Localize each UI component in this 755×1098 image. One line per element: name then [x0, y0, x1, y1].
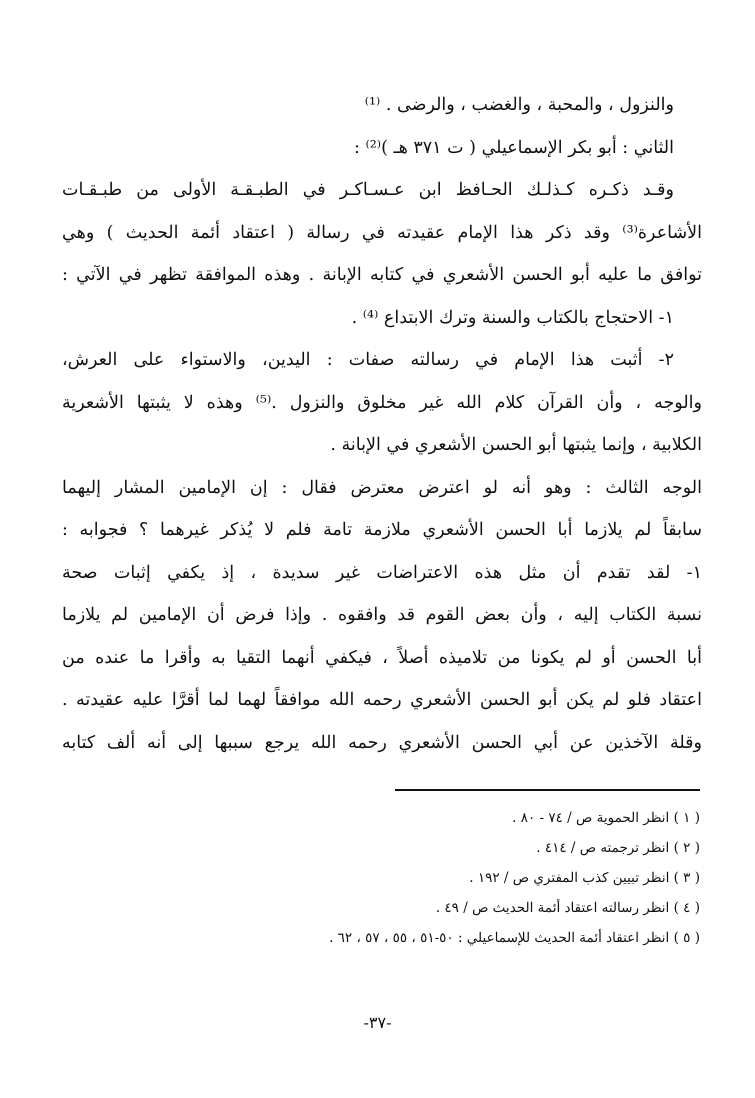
- text-line-15: اعتقاد فلو لم يكن أبو الحسن الأشعري رحمه الله موافقاً لهما لما أقرَّا عليه عقيدته .: [62, 690, 702, 710]
- footnotes: [150, 803, 700, 953]
- footnote-separator: [395, 789, 700, 791]
- text-line-6: ١- الاحتجاج بالكتاب والسنة وترك الابتداع ⁽⁴⁾ .: [351, 307, 674, 328]
- text-line-16: وقلة الآخذين عن أبي الحسن الأشعري رحمه الله يرجع سببها إلى أنه ألف كتابه: [62, 732, 702, 753]
- footnote-2: ( ٢ ) انظر ترجمته ص / ٤١٤ .: [536, 840, 700, 856]
- text-line-1: والنزول ، والمحبة ، والغضب ، والرضى . ⁽¹⁾: [364, 95, 674, 115]
- text-line-11: سابقاً لم يلازما أبا الحسن الأشعري ملازمة تامة فلم لا يُذكر غيرهما ؟ فجوابه :: [62, 520, 702, 540]
- text-line-4: الأشاعرة⁽³⁾ وقد ذكر هذا الإمام عقيدته في رسالة ( اعتقاد أئمة الحديث ) وهي: [62, 222, 702, 243]
- footnote-4: ( ٤ ) انظر رسالته اعتقاد أئمة الحديث ص / ٤٩ .: [435, 900, 700, 916]
- footnote-5: ( ٥ ) انظر اعتقاد أئمة الحديث للإسماعيلي : ٥٠-٥١ ، ٥٥ ، ٥٧ ، ٦٢ .: [329, 930, 700, 946]
- text-line-5: توافق ما عليه أبو الحسن الأشعري في كتابه الإبانة . وهذه الموافقة تظهر في الآتي :: [62, 265, 702, 285]
- footnote-1: ( ١ ) انظر الحموية ص / ٧٤ - ٨٠ .: [512, 810, 700, 826]
- text-line-10: الوجه الثالث : وهو أنه لو اعترض معترض فقال : إن الإمامين المشار إليهما: [62, 477, 702, 498]
- text-line-7: ٢- أثبت هذا الإمام في رسالته صفات : اليدين، والاستواء على العرش،: [62, 350, 674, 370]
- text-line-2: الثاني : أبو بكر الإسماعيلي ( ت ٣٧١ هـ )⁽²⁾ :: [353, 137, 674, 158]
- text-line-13: نسبة الكتاب إليه ، وأن بعض القوم قد وافقوه . وإذا فرض أن الإمامين لم يلازما: [62, 605, 702, 625]
- page-number: -٣٧-: [363, 1013, 392, 1032]
- text-line-12: ١- لقد تقدم أن مثل هذه الاعتراضات غير سديدة ، إذ يكفي إثبات صحة: [62, 562, 702, 583]
- text-line-14: أبا الحسن أو لم يكونا من تلاميذه أصلاً ، فيكفي أنهما التقيا به وأقرا ما عنده من: [62, 647, 702, 668]
- main-text: [62, 84, 702, 764]
- footnote-3: ( ٣ ) انظر تبيين كذب المفتري ص / ١٩٢ .: [469, 870, 700, 886]
- text-line-9: الكلابية ، وإنما يثبتها أبو الحسن الأشعري في الإبانة .: [330, 435, 702, 455]
- text-line-3: وقـد ذكـره كـذلـك الحـافظ ابن عـسـاكـر في الطبـقـة الأولى من طبـقـات: [62, 180, 674, 200]
- text-line-8: والوجه ، وأن القرآن كلام الله غير مخلوق والنزول .⁽⁵⁾ وهذه لا يثبتها الأشعرية: [62, 392, 702, 413]
